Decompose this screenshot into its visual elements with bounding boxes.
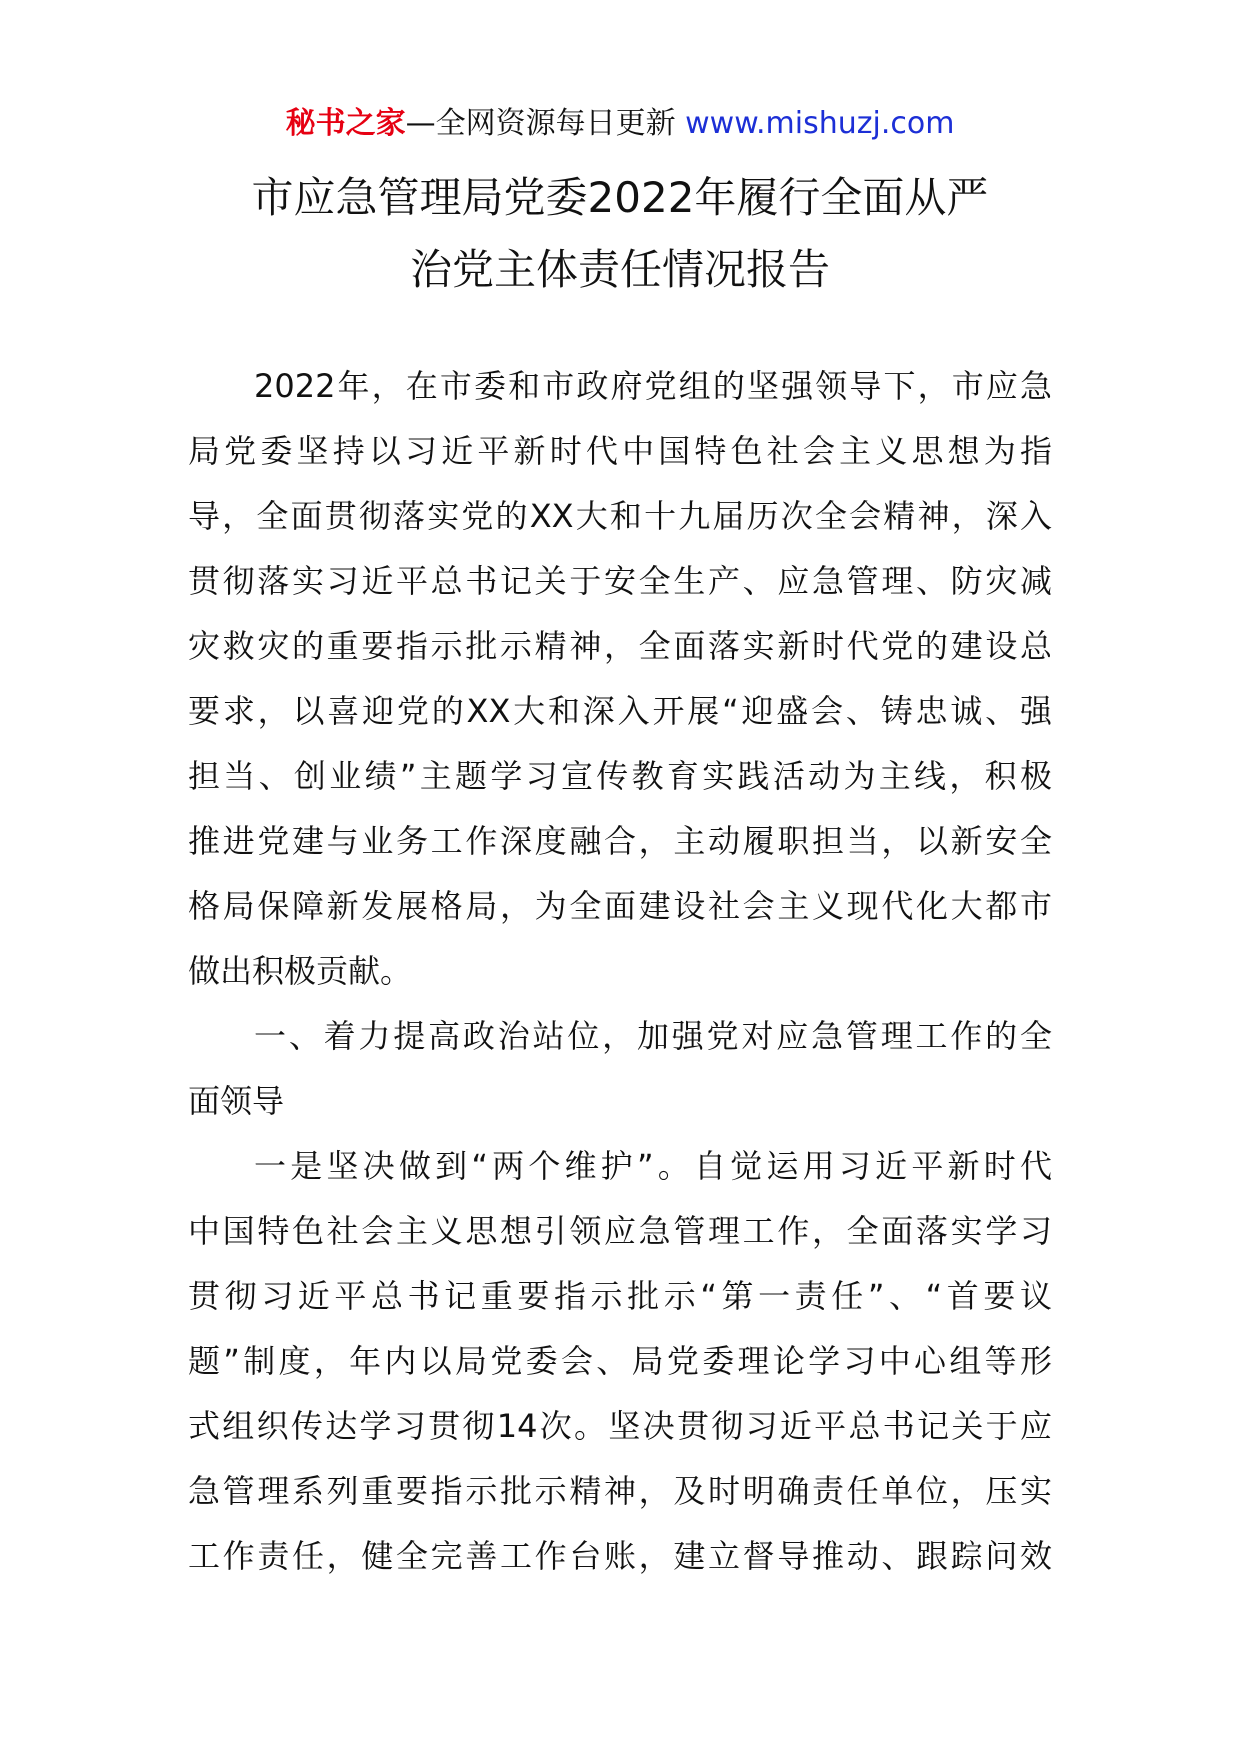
intro-paragraph-line: 导，全面贯彻落实党的XX大和十九届历次全会精神，深入 <box>188 497 1052 535</box>
site-url-link[interactable]: www.mishuzj.com <box>685 106 955 141</box>
intro-paragraph-line: 要求，以喜迎党的XX大和深入开展“迎盛会、铸忠诚、强 <box>188 692 1052 730</box>
brand-name: 秘书之家 <box>285 106 406 141</box>
section-heading-line: 面领导 <box>188 1082 285 1120</box>
section-paragraph-line: 一是坚决做到“两个维护”。自觉运用习近平新时代 <box>254 1147 1052 1185</box>
site-header <box>0 104 1240 144</box>
section-paragraph-line: 题”制度，年内以局党委会、局党委理论学习中心组等形 <box>188 1342 1052 1380</box>
header-slogan: —全网资源每日更新 <box>405 106 676 141</box>
document-body <box>188 354 1052 1589</box>
title-line-2: 治党主体责任情况报告 <box>409 245 830 294</box>
intro-paragraph-line: 推进党建与业务工作深度融合，主动履职担当，以新安全 <box>188 822 1052 860</box>
intro-paragraph-line: 格局保障新发展格局，为全面建设社会主义现代化大都市 <box>188 887 1052 925</box>
section-paragraph-line: 贯彻习近平总书记重要指示批示“第一责任”、“首要议 <box>188 1277 1052 1315</box>
document-title <box>0 162 1240 306</box>
section-paragraph-line: 中国特色社会主义思想引领应急管理工作，全面落实学习 <box>188 1212 1052 1250</box>
intro-paragraph-line: 做出积极贡献。 <box>188 952 413 990</box>
title-line-1: 市应急管理局党委2022年履行全面从严 <box>251 173 989 222</box>
section-paragraph-line: 工作责任，健全完善工作台账，建立督导推动、跟踪问效 <box>188 1537 1052 1575</box>
intro-paragraph-line: 担当、创业绩”主题学习宣传教育实践活动为主线，积极 <box>188 757 1052 795</box>
section-heading-line: 一、着力提高政治站位，加强党对应急管理工作的全 <box>254 1017 1052 1055</box>
section-paragraph-line: 式组织传达学习贯彻14次。坚决贯彻习近平总书记关于应 <box>188 1407 1052 1445</box>
section-paragraph-line: 急管理系列重要指示批示精神，及时明确责任单位，压实 <box>188 1472 1052 1510</box>
intro-paragraph-line: 灾救灾的重要指示批示精神，全面落实新时代党的建设总 <box>188 627 1052 665</box>
intro-paragraph-line: 2022年，在市委和市政府党组的坚强领导下，市应急 <box>254 367 1052 405</box>
intro-paragraph-line: 贯彻落实习近平总书记关于安全生产、应急管理、防灾减 <box>188 562 1052 600</box>
intro-paragraph-line: 局党委坚持以习近平新时代中国特色社会主义思想为指 <box>188 432 1052 470</box>
